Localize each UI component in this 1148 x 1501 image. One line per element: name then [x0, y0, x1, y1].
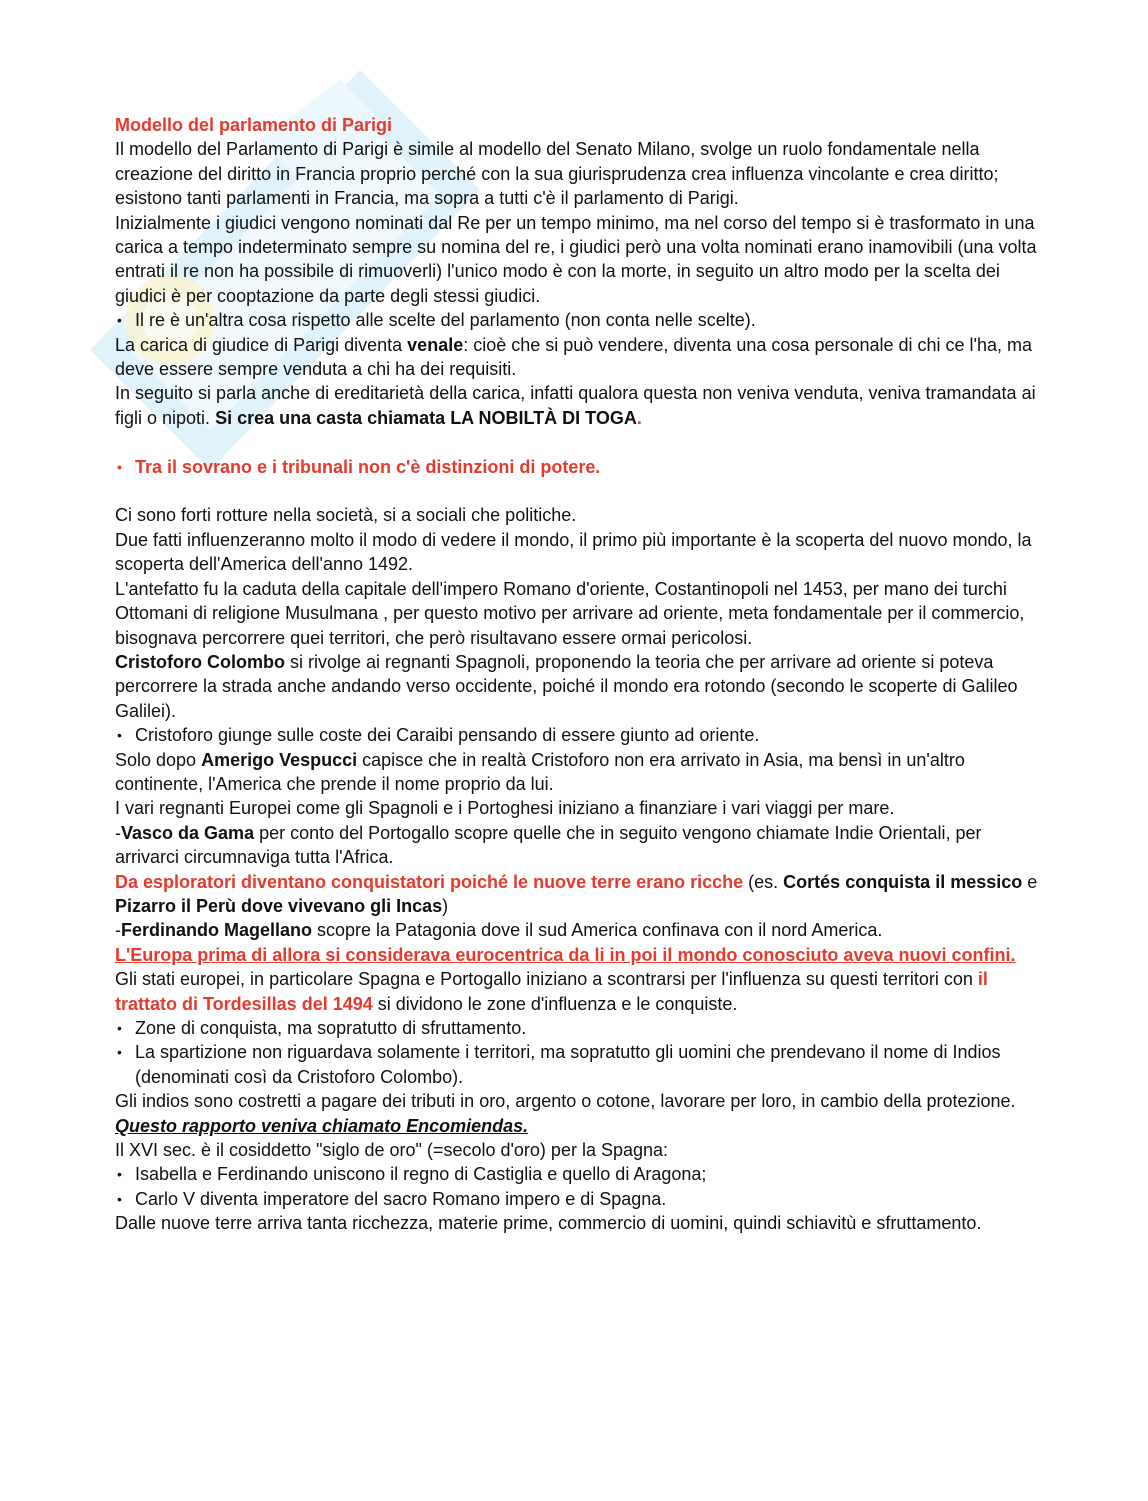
- paragraph: Da esploratori diventano conquistatori poiché le nuove terre erano ricche (es. Cortés conquista il messico e Pizarro il Perù dove vivevano gli Incas): [115, 871, 1038, 916]
- bullet-item: • Cristoforo giunge sulle coste dei Caraibi pensando di essere giunto ad oriente.: [115, 723, 1045, 747]
- paragraph: -Vasco da Gama per conto del Portogallo scopre quelle che in seguito vengono chiamate Indie Orientali, per arrivarci circumnaviga tutta l'Africa.: [115, 822, 982, 868]
- paragraph: L'antefatto fu la caduta della capitale dell'impero Romano d'oriente, Costantinopoli nel 1453, per mano dei turchi Ottomani di religione Musulmana , per questo motivo per arrivare ad oriente, meta fondamentale per il commercio, bisognava percorrere quei territori, che però risultavano essere ormai pericolosi.: [115, 578, 1025, 648]
- paragraph-highlight: L'Europa prima di allora si considerava eurocentrica da li in poi il mondo conosciuto aveva nuovi confini.: [115, 944, 1016, 965]
- paragraph: Il modello del Parlamento di Parigi è simile al modello del Senato Milano, svolge un ruolo fondamentale nella creazione del diritto in Francia proprio perché con la sua giurisprudenza crea influenza vincolante e crea diritto; esistono tanti parlamenti in Francia, ma sopra a tutti c'è il parlamento di Parigi.: [115, 139, 999, 209]
- bullet-item: • Il re è un'altra cosa rispetto alle scelte del parlamento (non conta nelle scelte).: [115, 308, 1045, 332]
- paragraph: I vari regnanti Europei come gli Spagnoli e i Portoghesi iniziano a finanziare i vari viaggi per mare.: [115, 798, 895, 819]
- section-heading: Modello del parlamento di Parigi: [115, 115, 393, 135]
- nobilta-di-toga: Si crea una casta chiamata LA NOBILTÀ DI TOGA: [215, 407, 637, 428]
- paragraph: La carica di giudice di Parigi diventa venale: cioè che si può vendere, diventa una cosa personale di chi ce l'ha, ma deve essere sempre venduta a chi ha dei requisiti.: [115, 334, 1033, 380]
- bullet-item: • Isabella e Ferdinando uniscono il regno di Castiglia e quello di Aragona;: [115, 1162, 1045, 1186]
- bullet-item: • Zone di conquista, ma sopratutto di sfruttamento.: [115, 1016, 1045, 1040]
- paragraph: Il XVI sec. è il cosiddetto "siglo de oro" (=secolo d'oro) per la Spagna:: [115, 1140, 669, 1161]
- paragraph: Due fatti influenzeranno molto il modo di vedere il mondo, il primo più importante è la scoperta del nuovo mondo, la scoperta dell'America dell'anno 1492.: [115, 529, 1032, 575]
- bullet-item: • La spartizione non riguardava solamente i territori, ma sopratutto gli uomini che prendevano il nome di Indios (denominati così da Cristoforo Colombo).: [115, 1040, 1045, 1089]
- bullet-item-highlight: • Tra il sovrano e i tribunali non c'è distinzioni di potere.: [115, 455, 1045, 479]
- document-page: [115, 113, 1045, 1236]
- paragraph: Gli indios sono costretti a pagare dei tributi in oro, argento o cotone, lavorare per loro, in cambio della protezione. Questo rapporto veniva chiamato Encomiendas.: [115, 1091, 1016, 1136]
- encomiendas-note: Questo rapporto veniva chiamato Encomiendas.: [115, 1115, 529, 1136]
- paragraph: Dalle nuove terre arriva tanta ricchezza, materie prime, commercio di uomini, quindi schiavitù e sfruttamento.: [115, 1213, 982, 1234]
- paragraph: In seguito si parla anche di ereditarietà della carica, infatti qualora questa non veniva venduta, veniva tramandata ai figli o nipoti. Si crea una casta chiamata LA NOBILTÀ DI TOGA.: [115, 383, 1036, 428]
- paragraph: Inizialmente i giudici vengono nominati dal Re per un tempo minimo, ma nel corso del tempo si è trasformato in una carica a tempo indeterminato sempre su nomina del re, i giudici però una volta nominati erano inamovibili (una volta entrati il re non ha possibile di rimuoverli) l'unico modo è con la morte, in seguito un altro modo per la scelta dei giudici è per cooptazione da parte degli stessi giudici.: [115, 212, 1037, 306]
- paragraph: -Ferdinando Magellano scopre la Patagonia dove il sud America confinava con il nord America.: [115, 920, 883, 941]
- bullet-item: • Carlo V diventa imperatore del sacro Romano impero e di Spagna.: [115, 1187, 1045, 1211]
- paragraph: Solo dopo Amerigo Vespucci capisce che in realtà Cristoforo non era arrivato in Asia, ma bensì in un'altro continente, l'America che prende il nome proprio da lui.: [115, 749, 965, 794]
- paragraph: Cristoforo Colombo si rivolge ai regnanti Spagnoli, proponendo la teoria che per arrivare ad oriente si poteva percorrere la strada anche andando verso occidente, poiché il mondo era rotondo (secondo le scoperte di Galileo Galilei).: [115, 651, 1018, 721]
- paragraph: Ci sono forti rotture nella società, si a sociali che politiche.: [115, 505, 577, 526]
- paragraph: Gli stati europei, in particolare Spagna e Portogallo iniziano a scontrarsi per l'influenza su questi territori con il trattato di Tordesillas del 1494 si dividono le zone d'influenza e le conquiste.: [115, 969, 988, 1014]
